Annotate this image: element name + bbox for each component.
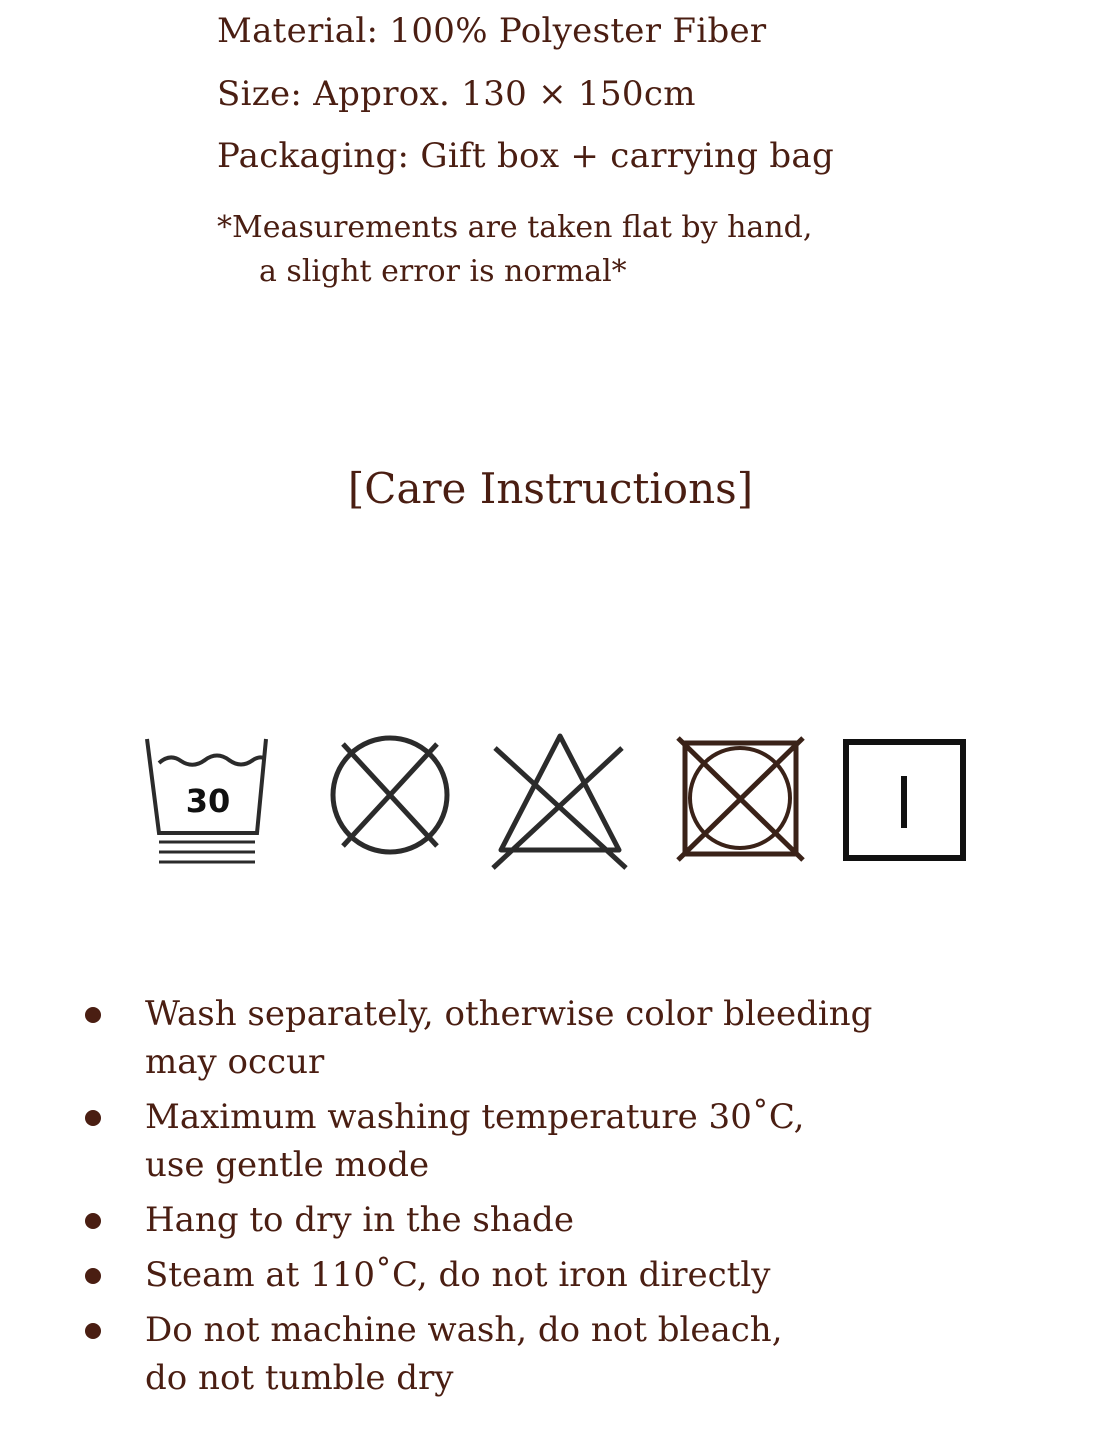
packaging-spec: Packaging: Gift box + carrying bag — [217, 136, 835, 176]
care-item-line1: Steam at 110˚C, do not iron directly — [145, 1255, 771, 1295]
bullet-icon — [85, 1323, 101, 1339]
line-dry-icon — [846, 742, 963, 858]
care-item-line1: Maximum washing temperature 30˚C, — [145, 1097, 805, 1137]
care-item-line2: do not tumble dry — [145, 1358, 454, 1398]
bullet-icon — [85, 1007, 101, 1023]
size-spec: Size: Approx. 130 × 150cm — [217, 74, 696, 114]
care-item-hang-dry — [0, 1196, 1101, 1244]
care-item-line1: Do not machine wash, do not bleach, — [145, 1310, 783, 1350]
care-instructions-heading: [Care Instructions] — [347, 464, 754, 513]
care-item-no-machine-wash — [0, 1306, 1101, 1402]
measurement-note-line1: *Measurements are taken flat by hand, — [217, 210, 813, 245]
bullet-icon — [85, 1268, 101, 1284]
care-item-wash-separately — [0, 990, 1101, 1086]
do-not-dry-clean-icon — [678, 738, 803, 860]
care-item-line2: may occur — [145, 1042, 325, 1082]
care-item-steam — [0, 1251, 1101, 1299]
care-item-line2: use gentle mode — [145, 1145, 430, 1185]
care-symbols-row — [0, 720, 1101, 890]
wash-30-gentle-icon — [147, 739, 266, 862]
care-item-max-temperature — [0, 1093, 1101, 1189]
measurement-note-line2: a slight error is normal* — [259, 254, 627, 289]
material-spec: Material: 100% Polyester Fiber — [217, 11, 767, 51]
bullet-icon — [85, 1110, 101, 1126]
do-not-tumble-dry-icon — [333, 738, 447, 852]
care-item-line1: Wash separately, otherwise color bleeding — [145, 994, 873, 1034]
measurement-note — [217, 206, 812, 294]
wash-temp-label: 30 — [185, 782, 231, 820]
care-item-line1: Hang to dry in the shade — [145, 1200, 574, 1240]
care-list — [0, 990, 1101, 1409]
bullet-icon — [85, 1213, 101, 1229]
do-not-bleach-icon — [493, 736, 626, 868]
